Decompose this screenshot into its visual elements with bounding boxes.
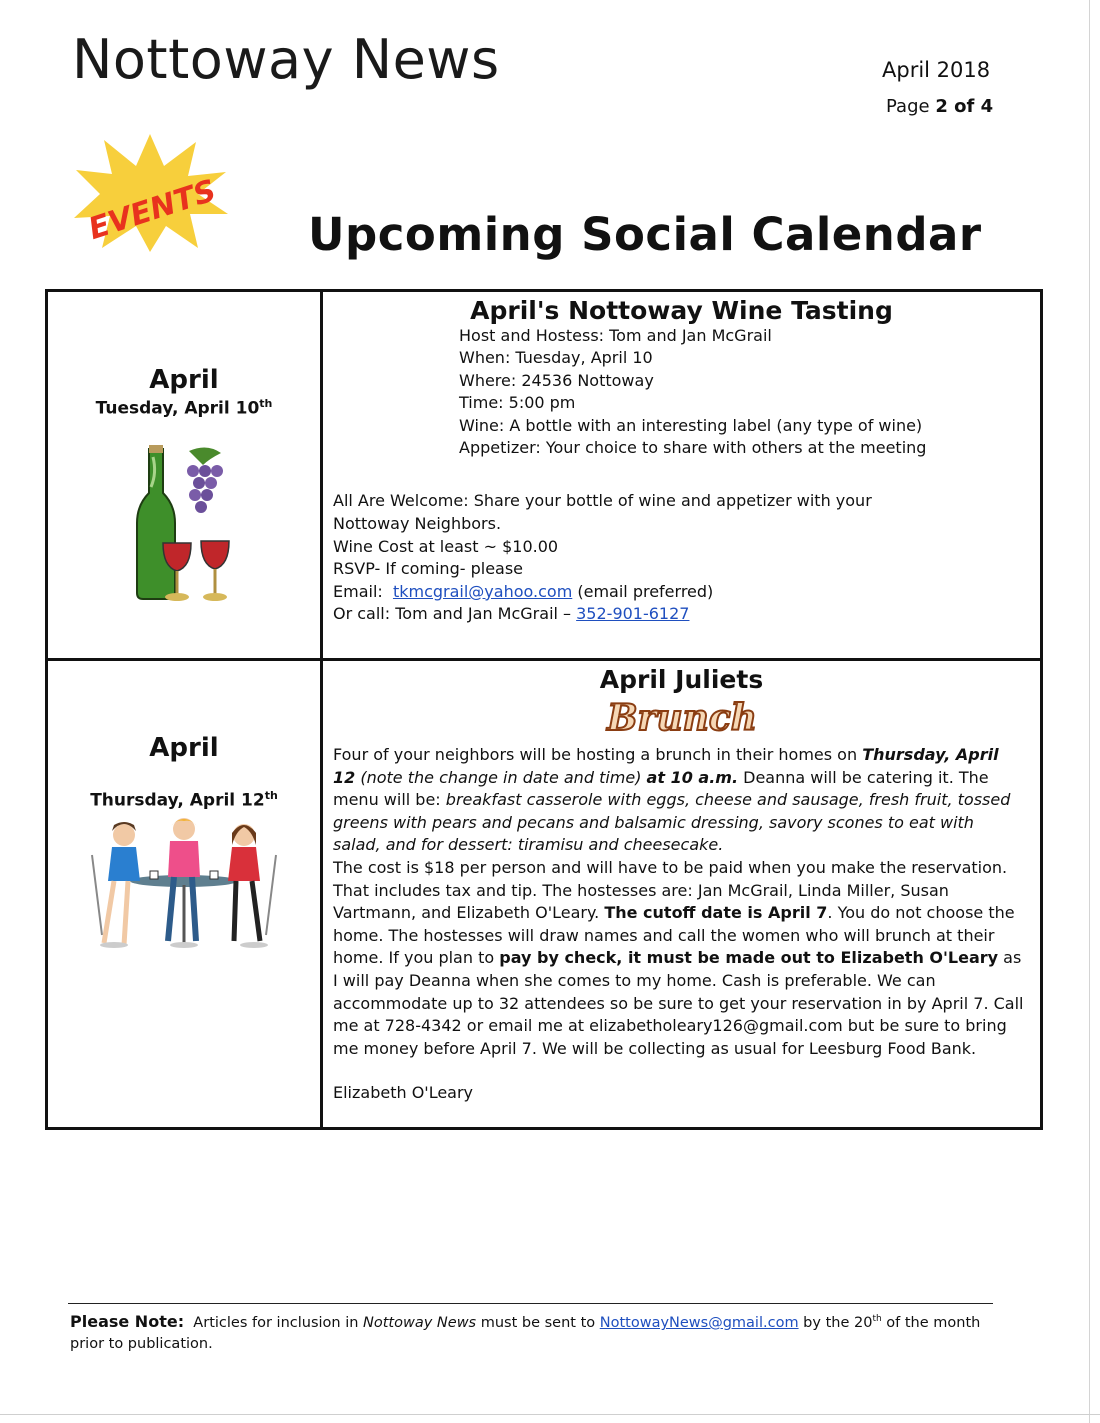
event-month: April <box>149 365 219 395</box>
event-detail-line: Where: 24536 Nottoway <box>459 370 654 390</box>
event-day: Tuesday, April 10th <box>95 397 273 419</box>
brunch-paragraph-2: The cost is $18 per person and will have to be paid when you make the reservation. That includes tax and tip. The hostesses are: Jan McGrail, Linda Miller, Susan Vartmann, and Elizabeth O'Leary. The cutoff date is April 7. You do not choose the home. The hostesses will draw names and call the women who will brunch at their home. If you plan to pay by check, it must be made out to Elizabeth O'Leary as I will pay Deanna when she comes to my home. Cash is preferable. We can accommodate up to 32 attendees so be sure to get your reservation in by April 7. Call me at 728-4342 or email me at elizabetholeary126@gmail.com but be sure to bring me money before April 7. We will be collecting as usual for Leesburg Food Bank. <box>333 857 1024 1058</box>
call-line: Or call: Tom and Jan McGrail – 352-901-6127 <box>333 604 690 624</box>
event-details-cell <box>322 660 1042 1129</box>
section-title: Upcoming Social Calendar <box>308 208 982 261</box>
events-starburst-icon <box>70 132 230 254</box>
event-body <box>333 744 1026 1105</box>
rsvp-text: RSVP- If coming- please <box>333 559 524 579</box>
event-title: April Juliets <box>599 665 764 694</box>
event-detail-line: Time: 5:00 pm <box>459 393 576 413</box>
date-cell <box>47 660 322 1129</box>
social-calendar-table <box>45 289 1043 1130</box>
brunch-wordart <box>602 694 762 740</box>
newsletter-email-link[interactable]: NottowayNews@gmail.com <box>599 1314 799 1331</box>
page-number-label: Page <box>886 96 930 117</box>
email-line: Email: tkmcgrail@yahoo.com (email preferred) <box>333 581 714 601</box>
issue-date: April 2018 <box>882 58 991 82</box>
event-details-cell <box>322 291 1042 660</box>
event-detail-line: Wine: A bottle with an interesting label (any type of wine) <box>459 415 923 435</box>
date-cell <box>47 291 322 660</box>
event-detail-line: When: Tuesday, April 10 <box>459 348 653 368</box>
host-phone-link[interactable]: 352-901-6127 <box>576 604 690 624</box>
event-title: April's Nottoway Wine Tasting <box>470 296 893 325</box>
event-detail-line: Host and Hostess: Tom and Jan McGrail <box>459 326 772 345</box>
newsletter-masthead: Nottoway News <box>72 28 500 91</box>
women-brunch-illustration <box>84 815 284 965</box>
event-day: Thursday, April 12th <box>90 789 278 811</box>
events-badge-text: EVENTS <box>84 173 221 248</box>
signature: Elizabeth O'Leary <box>333 1083 474 1103</box>
footer-note: Please Note: Articles for inclusion in Nottoway News must be sent to NottowayNews@gmail.com by the 20th of the month prior to publication. <box>70 1311 981 1352</box>
brunch-paragraph-1: Four of your neighbors will be hosting a brunch in their homes on Thursday, April 12 (note the change in date and time) at 10 a.m. Deanna will be catering it. The menu will be: breakfast casserole with eggs, cheese and sausage, fresh fruit, tossed greens with pears and pecans and balsamic dressing, savory scones to eat with salad, and for dessert: tiramisu and cheesecake. <box>333 745 1011 855</box>
host-email-link[interactable]: tkmcgrail@yahoo.com <box>392 581 573 601</box>
welcome-text: All Are Welcome: Share your bottle of wine and appetizer with your Nottoway Neighbors. <box>333 491 872 534</box>
wine-bottle-glasses-illustration <box>129 443 239 613</box>
cost-text: Wine Cost at least ~ $10.00 <box>333 536 559 556</box>
scan-edge <box>0 1414 1100 1415</box>
brunch-wordart-text: Brunch <box>606 697 757 739</box>
scan-edge <box>1089 0 1090 1423</box>
footer-divider <box>68 1303 993 1304</box>
event-body <box>333 490 940 626</box>
event-detail-line: Appetizer: Your choice to share with others at the meeting <box>459 438 927 458</box>
page-number-value: 2 of 4 <box>935 96 994 117</box>
calendar-row-wine-tasting <box>47 291 1042 660</box>
event-month: April <box>149 733 219 763</box>
page-number <box>886 96 993 117</box>
footer-label: Please Note: <box>70 1311 185 1331</box>
calendar-row-juliets-brunch <box>47 660 1042 1129</box>
event-details <box>459 325 1040 459</box>
